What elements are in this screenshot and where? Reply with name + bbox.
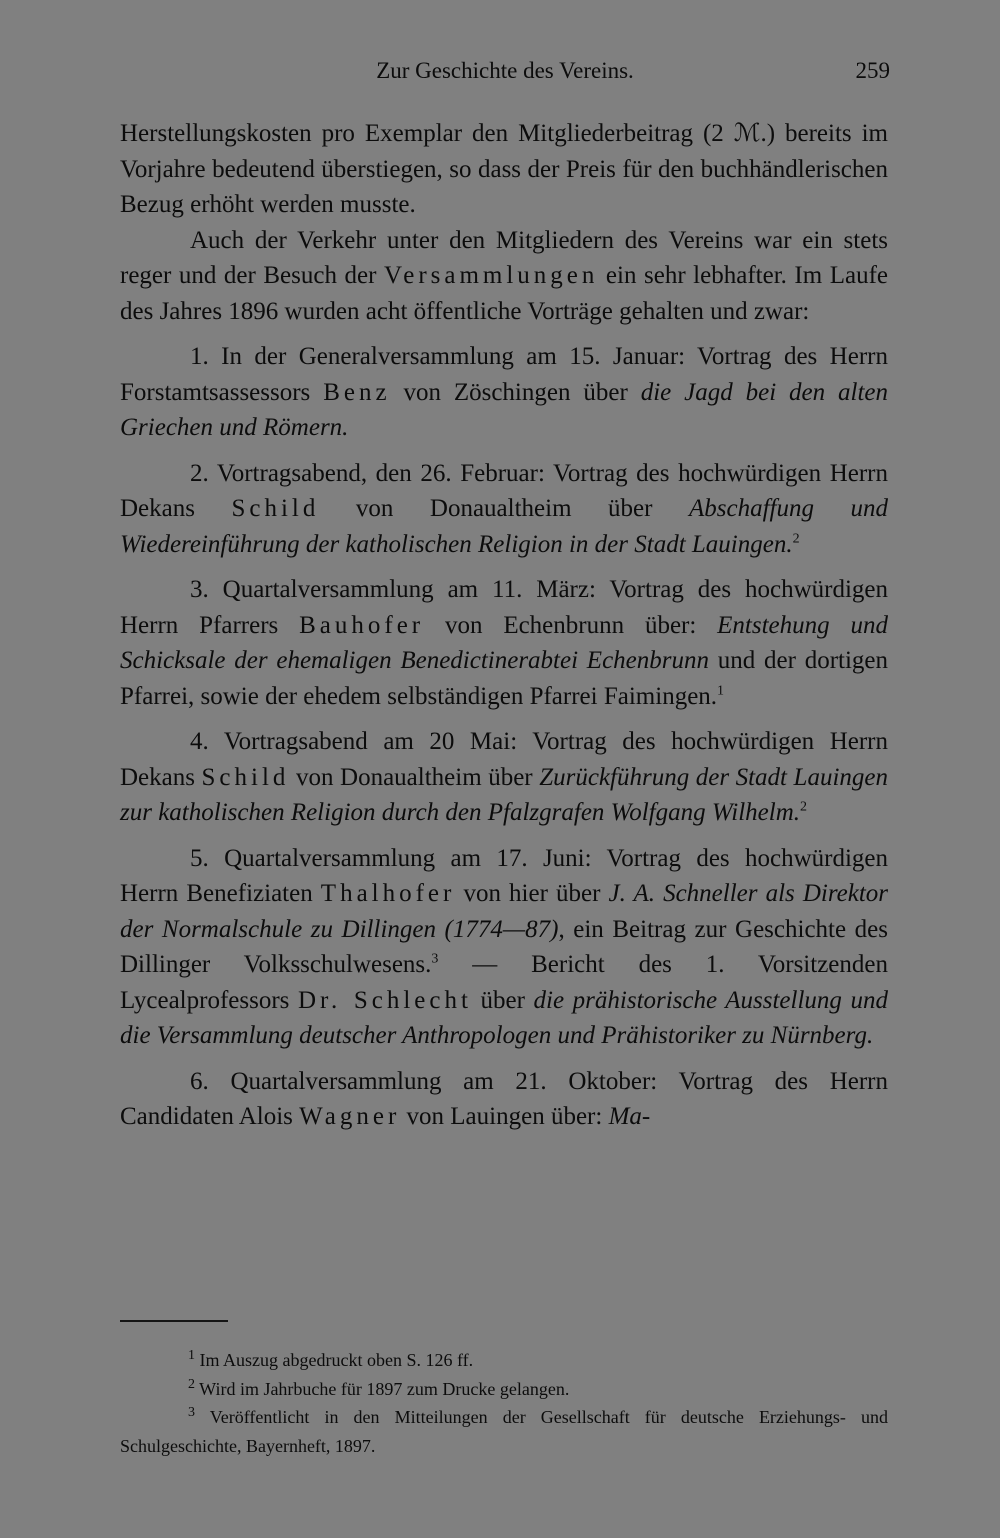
footnote-rule bbox=[120, 1320, 228, 1322]
list-item-4: 4. Vortragsabend am 20 Mai: Vortrag des hochwürdigen Herrn Dekans Schild von Donaualtheim über Zurückführung der Stadt Lauingen zur katholischen Religion durch den Pfalzgrafen Wolfgang Wilhelm.$^2$ bbox=[120, 728, 888, 826]
page-header bbox=[120, 58, 890, 92]
main-text bbox=[120, 116, 888, 1135]
paragraph-meetings: Auch der Verkehr unter den Mitgliedern des Vereins war ein stets reger und der Besuch der Versammlungen ein sehr lebhafter. Im Laufe des Jahres 1896 wurden acht öffentliche Vorträge gehalten und zwar: bbox=[120, 226, 888, 325]
page-number: 259 bbox=[855, 58, 890, 83]
footnote-ref: 3 bbox=[431, 951, 439, 967]
list-item-3: 3. Quartalversammlung am 11. März: Vortrag des hochwürdigen Herrn Pfarrers Bauhofer von Echenbrunn über: Entstehung und Schicksale der ehemaligen Benedictinerabtei Echenbrunn und der dortigen Pfarrei, sowie der ehedem selbständigen Pfarrei Faimingen.$^1$ bbox=[120, 576, 889, 710]
list-item-5: 5. Quartalversammlung am 17. Juni: Vortrag des hochwürdigen Herrn Benefiziaten Thalhofer von hier über J. A. Schneller als Direktor der Normalschule zu Dillingen (1774—87), ein Beitrag zur Geschichte des Dillinger Volksschulwesens.$^3$ — Bericht des 1. Vorsitzenden Lycealprofessors Dr. Schlecht über die prähistorische Ausstellung und die Versammlung deutscher Anthropologen und Prähistoriker zu Nürnberg. bbox=[120, 844, 889, 1049]
running-head: Zur Geschichte des Vereins. bbox=[376, 58, 634, 83]
footnote-3: $^3$ Veröffentlicht in den Mitteilungen der Gesellschaft für deutsche Erziehungs- und Schulgeschichte, Bayernheft, 1897. bbox=[120, 1405, 888, 1456]
footnote-1: $^1$ Im Auszug abgedruckt oben S. 126 ff. bbox=[188, 1348, 474, 1370]
footnote-ref: 1 bbox=[717, 683, 725, 699]
footnotes bbox=[120, 1346, 888, 1460]
list-item-1: 1. In der Generalversammlung am 15. Januar: Vortrag des Herrn Forstamtsassessors Benz von Zöschingen über die Jagd bei den alten Griechen und Römern. bbox=[120, 343, 889, 441]
paragraph-continued: Herstellungskosten pro Exemplar den Mitgliederbeitrag (2 ℳ.) bereits im Vorjahre bedeutend überstiegen, so dass der Preis für den buchhändlerischen Bezug erhöht werden musste. bbox=[120, 120, 888, 218]
footnote-2: $^2$ Wird im Jahrbuche für 1897 zum Drucke gelangen. bbox=[188, 1376, 570, 1399]
footnote-ref: 2 bbox=[800, 799, 808, 815]
footnote-ref: 2 bbox=[792, 531, 800, 547]
list-item-6: 6. Quartalversammlung am 21. Oktober: Vortrag des Herrn Candidaten Alois Wagner von Lauingen über: Ma- bbox=[120, 1067, 888, 1130]
list-item-2: 2. Vortragsabend, den 26. Februar: Vortrag des hochwürdigen Herrn Dekans Schild von Donaualtheim über Abschaffung und Wiedereinführung der katholischen Religion in der Stadt Lauingen.$^2$ bbox=[120, 459, 888, 558]
